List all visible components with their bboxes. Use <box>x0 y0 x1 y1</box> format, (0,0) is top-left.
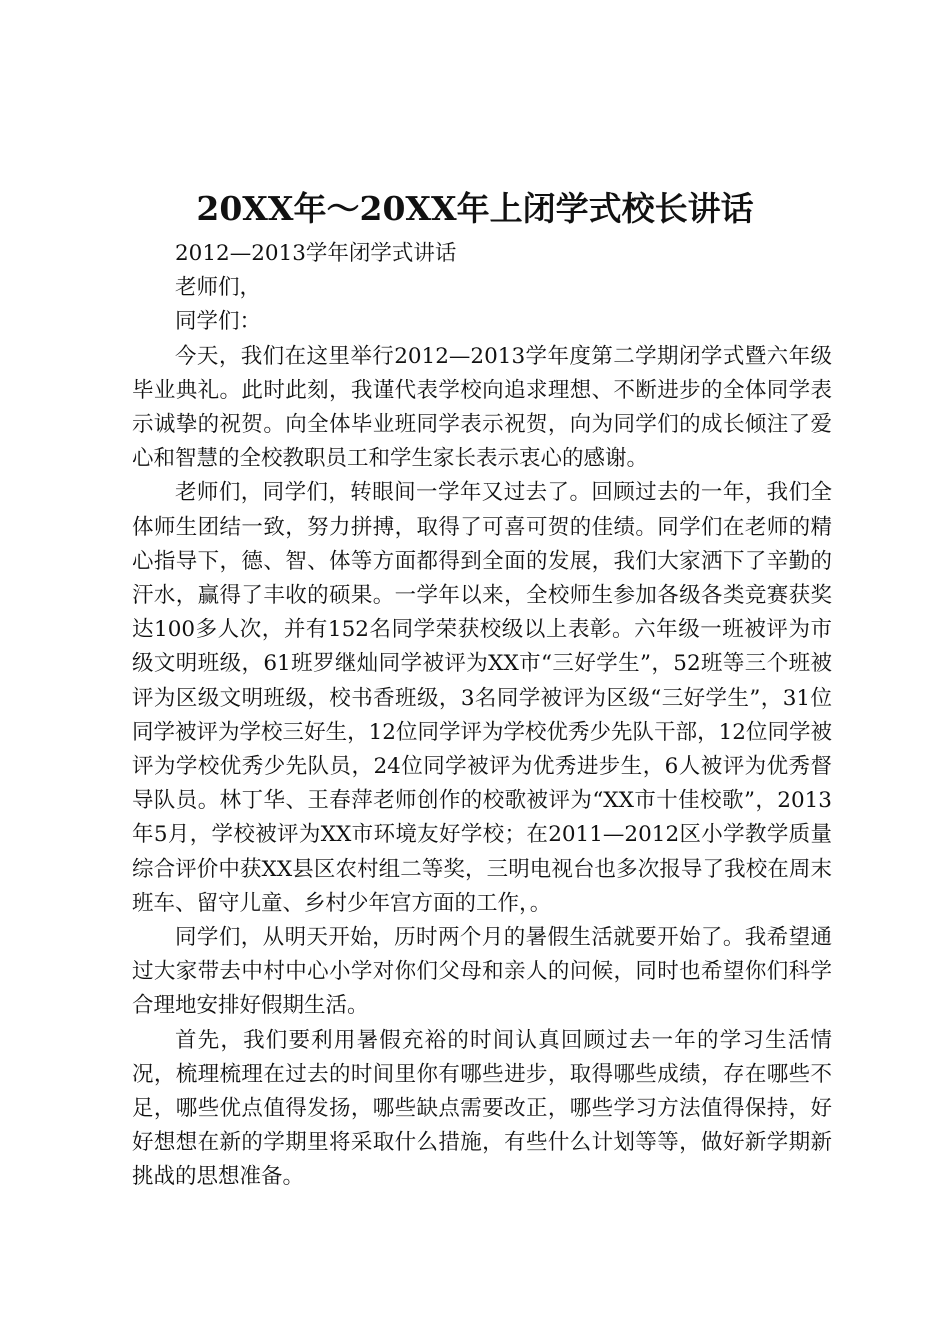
salutation-students: 同学们： <box>175 309 262 335</box>
body-paragraph: 同学们，从明天开始，历时两个月的暑假生活就要开始了。我希望通过大家带去中村中心小学对你们父母和亲人的问候，同时也希望你们科学合理地安排好假期生活。 <box>132 925 832 1019</box>
body-paragraph: 老师们，同学们，转眼间一学年又过去了。回顾过去的一年，我们全体师生团结一致，努力拼搏，取得了可喜可贺的佳绩。同学们在老师的精心指导下，德、智、体等方面都得到全面的发展，我们大家洒下了辛勤的汗水，赢得了丰收的硕果。一学年以来，全校师生参加各级各类竞赛获奖达100多人次，并有152名同学荣获校级以上表彰。六年级一班被评为市级文明班级，61班罗继灿同学被评为XX市“三好学生”，52班等三个班被评为区级文明班级，校书香班级，3名同学被评为区级“三好学生”，31位同学被评为学校三好生，12位同学评为学校优秀少先队干部，12位同学被评为学校优秀少先队员，24位同学被评为优秀进步生，6人被评为优秀督导队员。林丁华、王春萍老师创作的校歌被评为“XX市十佳校歌”，2013年5月，学校被评为XX市环境友好学校；在2011—2012区小学教学质量综合评价中获XX县区农村组二等奖，三明电视台也多次报导了我校在周末班车、留守儿童、乡村少年宫方面的工作，。 <box>132 480 832 916</box>
document-title: 20XX年～20XX年上闭学式校长讲话 <box>196 189 754 228</box>
body-paragraph: 今天，我们在这里举行2012—2013学年度第二学期闭学式暨六年级毕业典礼。此时此刻，我谨代表学校向追求理想、不断进步的全体同学表示诚挚的祝贺。向全体毕业班同学表示祝贺，向为同学们的成长倾注了爱心和智慧的全校教职员工和学生家长表示衷心的感谢。 <box>132 343 832 472</box>
document-body <box>132 237 832 1195</box>
salutation-teachers: 老师们， <box>175 275 262 301</box>
speech-heading: 2012—2013学年闭学式讲话 <box>175 241 457 266</box>
body-paragraph: 首先，我们要利用暑假充裕的时间认真回顾过去一年的学习生活情况，梳理梳理在过去的时间里你有哪些进步，取得哪些成绩，存在哪些不足，哪些优点值得发扬，哪些缺点需要改正，哪些学习方法值得保持，好好想想在新的学期里将采取什么措施，有些什么计划等等，做好新学期新挑战的思想准备。 <box>132 1027 832 1190</box>
